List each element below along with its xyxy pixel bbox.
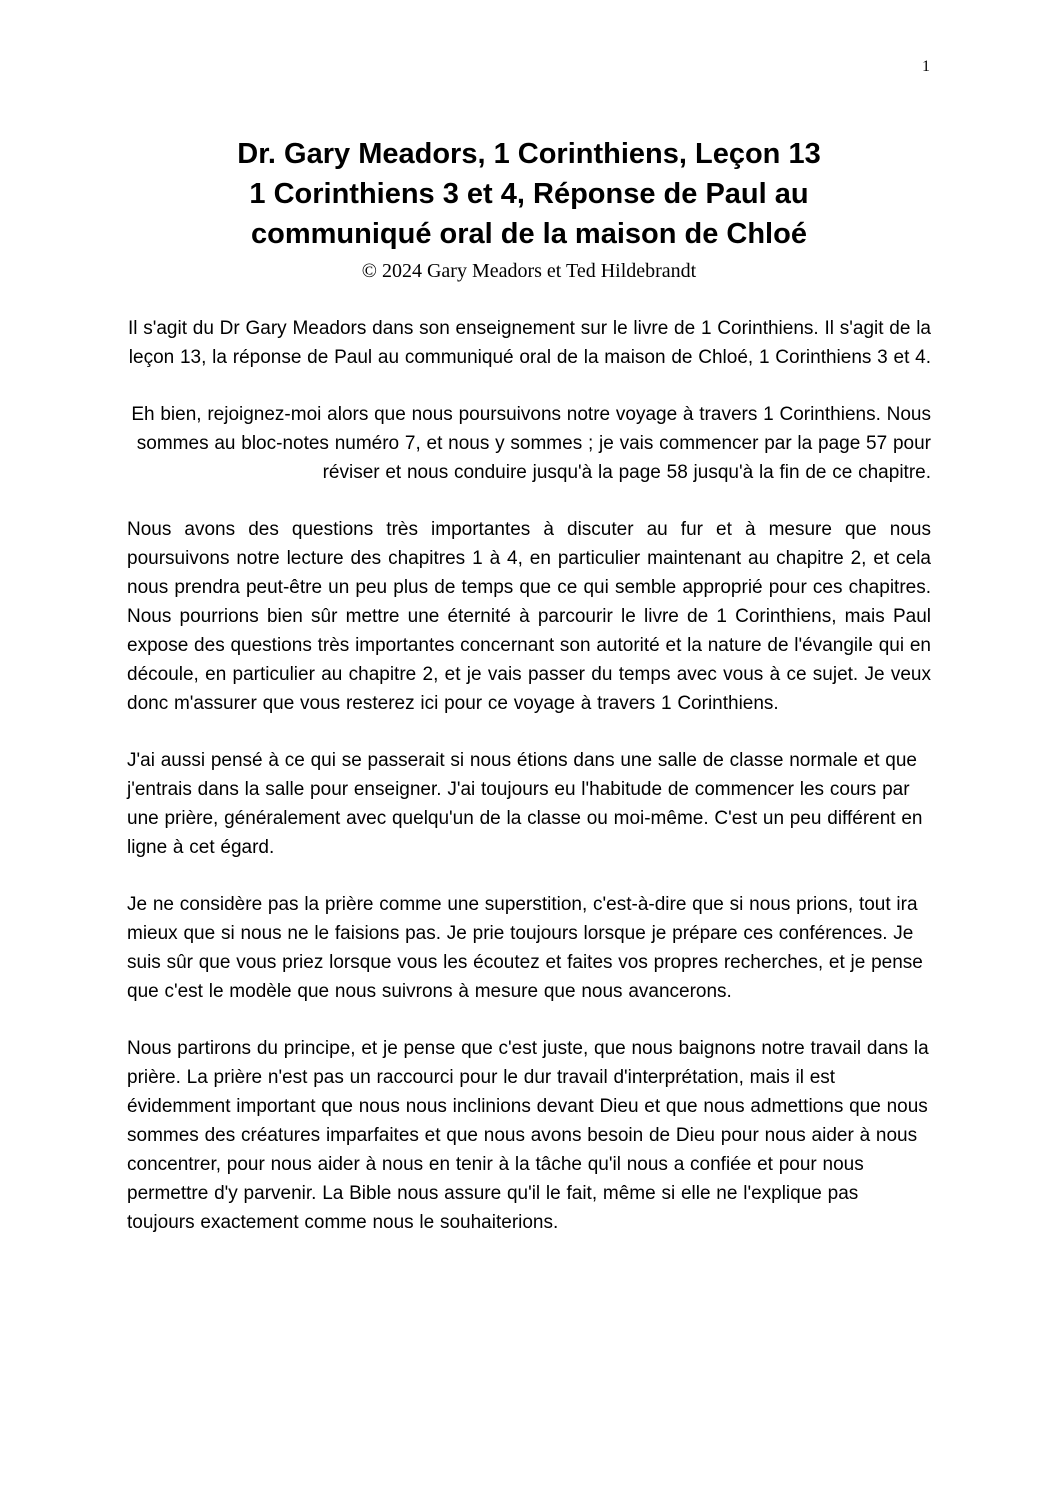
document-title-line-2: 1 Corinthiens 3 et 4, Réponse de Paul au — [249, 178, 809, 210]
document-title-line-1: Dr. Gary Meadors, 1 Corinthiens, Leçon 13 — [237, 138, 821, 170]
page-number: 1 — [922, 58, 930, 75]
paragraph-intro: Il s'agit du Dr Gary Meadors dans son enseignement sur le livre de 1 Corinthiens. Il s'agit de la leçon 13, la réponse de Paul au communiqué oral de la maison de Chloé, 1 Corinthiens 3 et 4. — [127, 318, 931, 368]
copyright-line: © 2024 Gary Meadors et Ted Hildebrandt — [361, 260, 697, 282]
paragraph-classroom: J'ai aussi pensé à ce qui se passerait si nous étions dans une salle de classe normale et que j'entrais dans la salle pour enseigner. J'ai toujours eu l'habitude de commencer les cours par une prière, généralement avec quelqu'un de la classe ou moi-même. C'est un peu différent en ligne à cet égard. — [127, 750, 923, 858]
document-title — [127, 134, 931, 254]
paragraph-prayer: Je ne considère pas la prière comme une superstition, c'est-à-dire que si nous prions, tout ira mieux que si nous ne le faisions pas. Je prie toujours lorsque je prépare ces conférences. Je suis sûr que vous priez lorsque vous les écoutez et faites vos propres recherches, et je pense que c'est le modèle que nous suivrons à mesure que nous avancerons. — [127, 894, 923, 1002]
paragraph-questions: Nous avons des questions très importantes à discuter au fur et à mesure que nous poursuivons notre lecture des chapitres 1 à 4, en particulier maintenant au chapitre 2, et cela nous prendra peut-être un peu plus de temps que ce qui semble approprié pour ces chapitres. Nous pourrions bien sûr mettre une éternité à parcourir le livre de 1 Corinthiens, mais Paul expose des questions très importantes concernant son autorité et la nature de l'évangile qui en découle, en particulier au chapitre 2, et je vais passer du temps avec vous à ce sujet. Je veux donc m'assurer que vous resterez ici pour ce voyage à travers 1 Corinthiens. — [127, 519, 931, 714]
document-title-line-3: communiqué oral de la maison de Chloé — [251, 218, 807, 250]
paragraph-principle: Nous partirons du principe, et je pense que c'est juste, que nous baignons notre travail dans la prière. La prière n'est pas un raccourci pour le dur travail d'interprétation, mais il est évidemment important que nous nous inclinions devant Dieu et que nous admettions que nous sommes des créatures imparfaites et que nous avons besoin de Dieu pour nous aider à nous concentrer, pour nous aider à nous en tenir à la tâche qu'il nous a confiée et pour nous permettre d'y parvenir. La Bible nous assure qu'il le fait, même si elle ne l'explique pas toujours exactement comme nous le souhaiterions. — [127, 1038, 929, 1233]
paragraph-welcome: Eh bien, rejoignez-moi alors que nous poursuivons notre voyage à travers 1 Corinthiens. Nous sommes au bloc-notes numéro 7, et nous y sommes ; je vais commencer par la page 57 pour réviser et nous conduire jusqu'à la page 58 jusqu'à la fin de ce chapitre. — [131, 404, 931, 483]
